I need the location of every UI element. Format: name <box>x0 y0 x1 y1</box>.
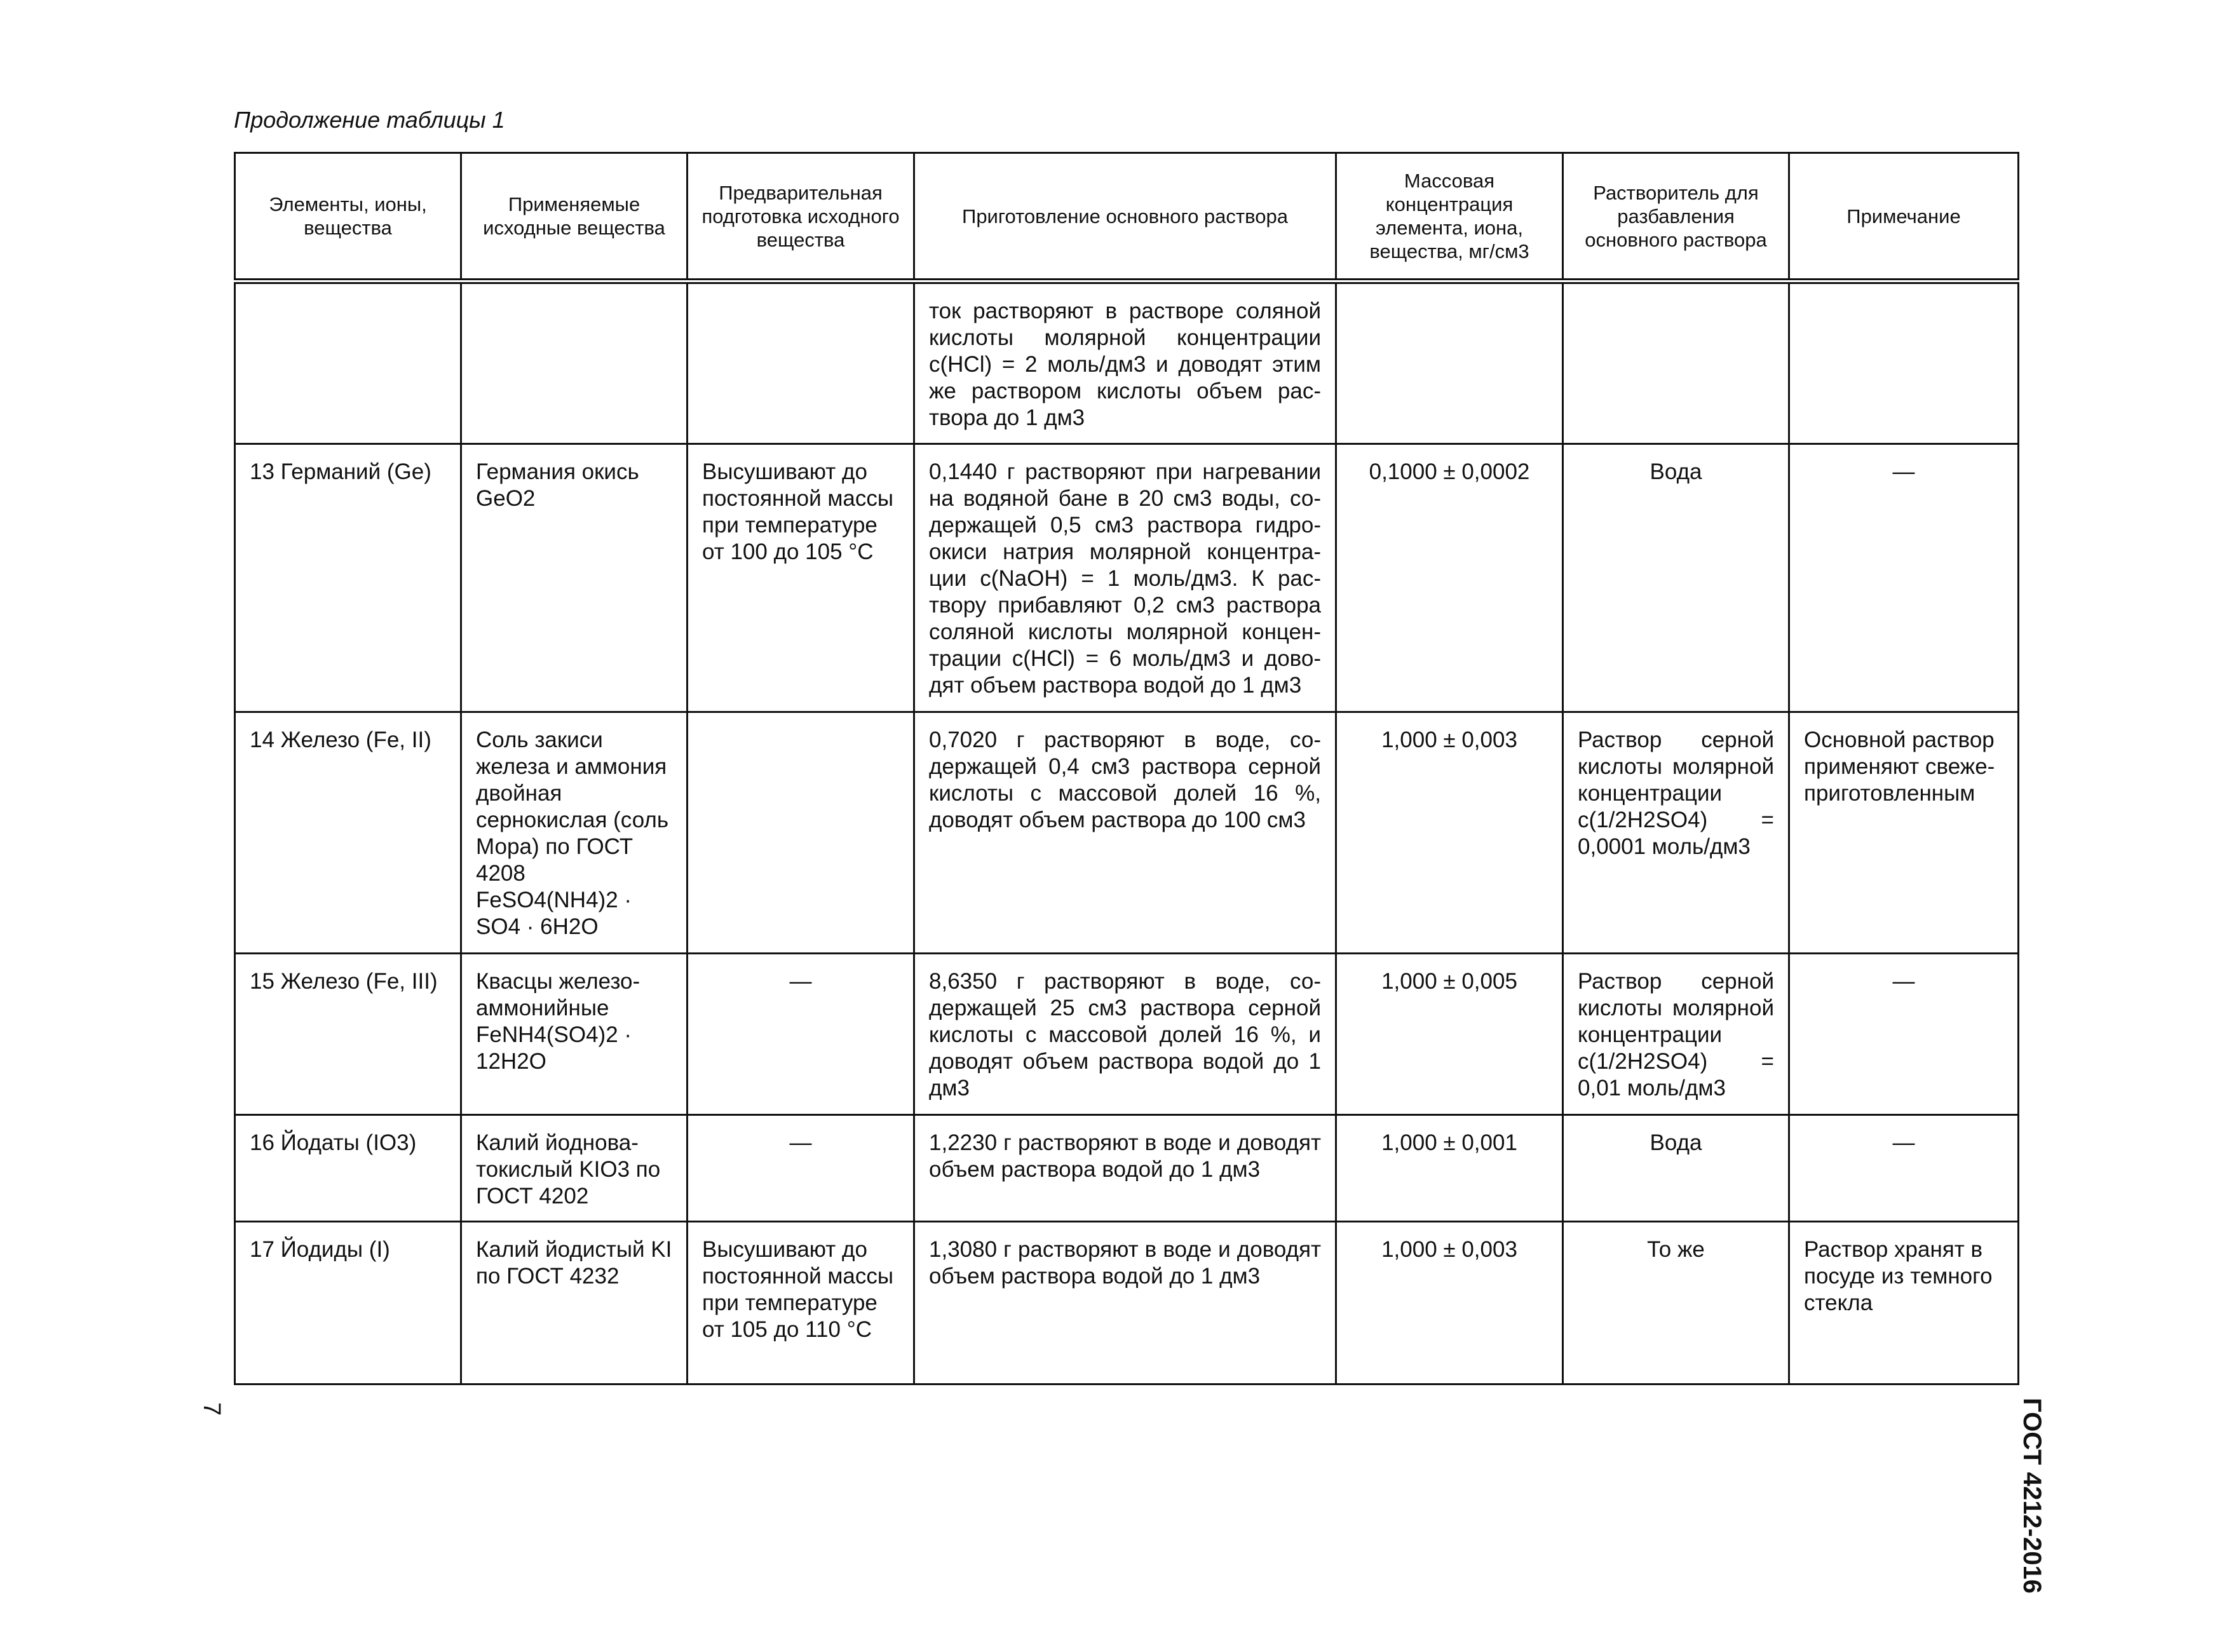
table-row <box>235 1222 2019 1385</box>
cell-preparation: 8,6350 г растворяют в воде, содержащей 25 см3 раствора серной кислоты с массовой долей 16 %, и доводят объем раствора водой до 1 дм3 <box>914 954 1336 1115</box>
table-header-row <box>235 153 2019 281</box>
cell-concentration: 1,000 ± 0,003 <box>1336 1222 1563 1385</box>
header-solvent: Растворитель для разбавления основного раствора <box>1563 153 1789 281</box>
header-pretreatment: Предварительная подготовка исходного вещества <box>688 153 914 281</box>
cell-element: 14 Железо (Fe, II) <box>235 712 461 954</box>
reagent-table <box>234 152 2019 1385</box>
cell-element: 16 Йодаты (IO3) <box>235 1115 461 1222</box>
cell-source: Германия окись GeO2 <box>461 444 688 712</box>
cell-pretreatment: — <box>688 954 914 1115</box>
table-row <box>235 281 2019 444</box>
cell-source <box>461 281 688 444</box>
cell-note: Основной раствор применяют свежеприготовленным <box>1789 712 2019 954</box>
cell-element: 17 Йодиды (I) <box>235 1222 461 1385</box>
cell-solvent: Вода <box>1563 444 1789 712</box>
cell-pretreatment: Высушивают до постоянной массы при температуре от 100 до 105 °С <box>688 444 914 712</box>
header-preparation: Приготовление основного раствора <box>914 153 1336 281</box>
cell-source: Калий йодистый KI по ГОСТ 4232 <box>461 1222 688 1385</box>
table-row <box>235 444 2019 712</box>
cell-concentration: 1,000 ± 0,005 <box>1336 954 1563 1115</box>
cell-element <box>235 281 461 444</box>
cell-preparation: 0,7020 г растворяют в воде, содержащей 0,4 см3 раствора серной кислоты с массовой долей 16 %, доводят объем раствора до 100 см3 <box>914 712 1336 954</box>
cell-solvent: Вода <box>1563 1115 1789 1222</box>
header-source-substances: Применяемые исходные вещества <box>461 153 688 281</box>
cell-note: Раствор хранят в посуде из темного стекла <box>1789 1222 2019 1385</box>
header-elements: Элементы, ионы, вещества <box>235 153 461 281</box>
cell-note: — <box>1789 444 2019 712</box>
cell-note: — <box>1789 1115 2019 1222</box>
cell-solvent: Раствор серной кислоты молярной концентрации c(1/2H2SO4) = 0,0001 моль/дм3 <box>1563 712 1789 954</box>
cell-pretreatment <box>688 281 914 444</box>
cell-element: 13 Германий (Ge) <box>235 444 461 712</box>
table-row <box>235 1115 2019 1222</box>
cell-pretreatment: — <box>688 1115 914 1222</box>
cell-source: Калий йодноватокислый KIO3 по ГОСТ 4202 <box>461 1115 688 1222</box>
header-concentration: Массовая концентрация элемента, иона, вещества, мг/см3 <box>1336 153 1563 281</box>
cell-preparation: 1,3080 г растворяют в воде и доводят объем раствора водой до 1 дм3 <box>914 1222 1336 1385</box>
cell-concentration <box>1336 281 1563 444</box>
cell-preparation: ток растворяют в растворе соляной кислоты молярной концентрации c(HCl) = 2 моль/дм3 и доводят этим же раствором кислоты объем раствора до 1 дм3 <box>914 281 1336 444</box>
document-code: ГОСТ 4212-2016 <box>2018 1398 2046 1594</box>
cell-pretreatment: Высушивают до постоянной массы при температуре от 105 до 110 °С <box>688 1222 914 1385</box>
table-row <box>235 954 2019 1115</box>
cell-concentration: 1,000 ± 0,001 <box>1336 1115 1563 1222</box>
cell-note: — <box>1789 954 2019 1115</box>
cell-preparation: 0,1440 г растворяют при нагревании на водяной бане в 20 см3 воды, содержащей 0,5 см3 раствора гидроокиси натрия молярной концентрации c(NaOH) = 1 моль/дм3. К раствору прибавляют 0,2 см3 раствора соляной кислоты молярной концентрации c(HCl) = 6 моль/дм3 и доводят объем раствора водой до 1 дм3 <box>914 444 1336 712</box>
cell-concentration: 1,000 ± 0,003 <box>1336 712 1563 954</box>
cell-concentration: 0,1000 ± 0,0002 <box>1336 444 1563 712</box>
table-continuation-title: Продолжение таблицы 1 <box>234 107 505 133</box>
cell-element: 15 Железо (Fe, III) <box>235 954 461 1115</box>
cell-note <box>1789 281 2019 444</box>
page-number: 7 <box>198 1402 226 1416</box>
cell-solvent: То же <box>1563 1222 1789 1385</box>
cell-pretreatment <box>688 712 914 954</box>
cell-source: Квасцы железоаммонийные FeNH4(SO4)2 · 12H2O <box>461 954 688 1115</box>
cell-solvent: Раствор серной кислоты молярной концентрации c(1/2H2SO4) = 0,01 моль/дм3 <box>1563 954 1789 1115</box>
header-note: Примечание <box>1789 153 2019 281</box>
table-row <box>235 712 2019 954</box>
cell-preparation: 1,2230 г растворяют в воде и доводят объем раствора водой до 1 дм3 <box>914 1115 1336 1222</box>
cell-source: Соль закиси железа и аммония двойная сернокислая (соль Мора) по ГОСТ 4208 FeSO4(NH4)2 · SO4 · 6H2O <box>461 712 688 954</box>
cell-solvent <box>1563 281 1789 444</box>
